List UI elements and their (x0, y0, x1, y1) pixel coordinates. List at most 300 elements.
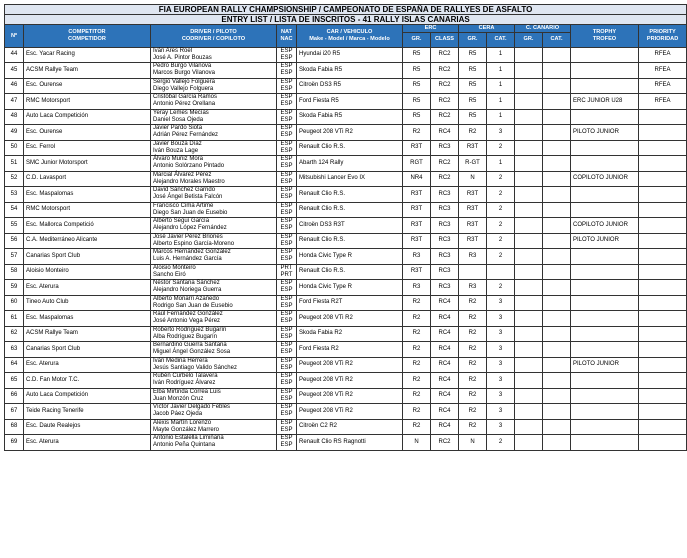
cera-category-cell: 3 (487, 404, 515, 420)
header-erc-class: CLASS (431, 32, 459, 47)
entry-number: 62 (5, 326, 24, 342)
trophy-cell (571, 388, 639, 404)
title-row-1 (5, 5, 687, 15)
nat1-line: ESP (280, 311, 293, 318)
nat1-line: ESP (280, 156, 293, 163)
nat1-line: PRT (280, 264, 293, 271)
nationality-cell (277, 404, 297, 420)
cera-group-cell: R2 (459, 326, 487, 342)
trophy-cell (571, 264, 639, 280)
erc-group-cell: R5 (403, 63, 431, 79)
trophy-cell (571, 404, 639, 420)
driver-line: Iván Ares Roel (153, 47, 193, 54)
entry-number: 51 (5, 156, 24, 172)
codriver-line: Alejandro Morales Maestro (153, 178, 225, 185)
canario-group-cell (515, 295, 543, 311)
erc-group-cell: R2 (403, 357, 431, 373)
nat1-line: ESP (280, 404, 293, 411)
priority-cell: RFEA (639, 47, 687, 63)
car-cell: Peugeot 208 VTi R2 (297, 373, 403, 389)
canario-category-cell (543, 63, 571, 79)
erc-class-cell: RC4 (431, 295, 459, 311)
priority-cell (639, 218, 687, 234)
nationality-cell (277, 156, 297, 172)
car-cell: Hyundai i20 R5 (297, 47, 403, 63)
cera-category-cell: 2 (487, 187, 515, 203)
cera-group-cell (459, 264, 487, 280)
nat2-line: ESP (280, 240, 293, 247)
nat1-line: ESP (280, 373, 293, 380)
cera-category-cell: 3 (487, 326, 515, 342)
nat2-line: ESP (280, 349, 293, 356)
table-row (5, 280, 687, 296)
title-row-2 (5, 15, 687, 25)
cera-category-cell: 2 (487, 233, 515, 249)
crew-cell (151, 311, 277, 327)
entry-number: 67 (5, 404, 24, 420)
erc-group-cell: R2 (403, 388, 431, 404)
priority-cell (639, 109, 687, 125)
codriver-line: Diego Vallejo Folguera (153, 85, 214, 92)
driver-line: Iván Medina Herrera (153, 357, 208, 364)
codriver-line: Iván Bouza Lage (153, 147, 199, 154)
crew-cell (151, 78, 277, 94)
nationality-cell (277, 357, 297, 373)
nationality-cell (277, 388, 297, 404)
header-priority-en: PRIORITY (649, 29, 676, 36)
car-cell: Honda Civic Type R (297, 249, 403, 265)
canario-group-cell (515, 373, 543, 389)
nationality-cell (277, 140, 297, 156)
erc-class-cell: RC4 (431, 357, 459, 373)
nat2-line: ESP (280, 101, 293, 108)
codriver-line: Marcos Burgo Vilanova (153, 70, 215, 77)
entry-number: 50 (5, 140, 24, 156)
trophy-cell: PILOTO JUNIOR (571, 125, 639, 141)
header-erc: ERC (403, 25, 459, 33)
competitor-cell: Aloisio Monteiro (24, 264, 151, 280)
priority-cell: RFEA (639, 94, 687, 110)
competitor-cell: Esc. Mallorca Competició (24, 218, 151, 234)
priority-cell (639, 326, 687, 342)
header-nat (277, 25, 297, 48)
codriver-line: Adrián Pérez Fernández (153, 132, 219, 139)
canario-category-cell (543, 187, 571, 203)
erc-class-cell: RC3 (431, 140, 459, 156)
canario-category-cell (543, 342, 571, 358)
entry-number: 53 (5, 187, 24, 203)
canario-group-cell (515, 357, 543, 373)
erc-class-cell: RC3 (431, 280, 459, 296)
competitor-cell: Esc. Yacar Racing (24, 47, 151, 63)
driver-line: Javier Bouza Díaz (153, 140, 202, 147)
header-driver-line2: CODRIVER / COPILOTO (181, 35, 246, 42)
competitor-cell: RMC Motorsport (24, 202, 151, 218)
driver-line: Aloisio Monteiro (153, 264, 196, 271)
nat2-line: PRT (280, 271, 293, 278)
erc-class-cell: RC4 (431, 125, 459, 141)
table-row (5, 47, 687, 63)
car-cell: Peugeot 208 VTi R2 (297, 404, 403, 420)
crew-cell (151, 218, 277, 234)
cera-category-cell: 1 (487, 63, 515, 79)
priority-cell (639, 404, 687, 420)
nat2-line: ESP (280, 442, 293, 449)
competitor-cell: ACSM Rallye Team (24, 63, 151, 79)
priority-cell (639, 156, 687, 172)
canario-category-cell (543, 311, 571, 327)
priority-cell (639, 264, 687, 280)
car-cell: Renault Clio R.S. (297, 202, 403, 218)
cera-group-cell: R5 (459, 94, 487, 110)
cera-category-cell: 1 (487, 78, 515, 94)
nat1-line: ESP (280, 280, 293, 287)
canario-group-cell (515, 156, 543, 172)
trophy-cell (571, 295, 639, 311)
nat2-line: ESP (280, 116, 293, 123)
entry-list-table (4, 4, 687, 451)
driver-line: Alberto Monarri Azañedo (153, 295, 220, 302)
nat1-line: ESP (280, 63, 293, 70)
header-car-line1: CAR / VEHICULO (326, 29, 373, 36)
trophy-cell (571, 373, 639, 389)
car-cell: Ford Fiesta R2 (297, 342, 403, 358)
trophy-cell (571, 249, 639, 265)
table-row (5, 435, 687, 451)
header-competitor-en: COMPETITOR (68, 29, 106, 36)
car-cell: Renault Clio R.S. (297, 233, 403, 249)
erc-group-cell: R3T (403, 202, 431, 218)
crew-cell (151, 404, 277, 420)
document-title: FIA EUROPEAN RALLY CHAMPSIONSHIP / CAMPEONATO DE ESPAÑA DE RALLYES DE ASFALTO (5, 5, 687, 15)
cera-group-cell: R3T (459, 140, 487, 156)
entry-number: 44 (5, 47, 24, 63)
nationality-cell (277, 171, 297, 187)
codriver-line: Miguel Ángel González Sosa (153, 349, 231, 356)
cera-group-cell: R3T (459, 218, 487, 234)
codriver-line: Alba Rodríguez Bugarín (153, 333, 218, 340)
nationality-cell (277, 419, 297, 435)
crew-cell (151, 109, 277, 125)
header-cera-gr: GR. (459, 32, 487, 47)
entry-number: 56 (5, 233, 24, 249)
codriver-line: Alejandro López Fernández (153, 225, 227, 232)
header-canario: C. CANARIO (515, 25, 571, 33)
erc-group-cell: R2 (403, 404, 431, 420)
codriver-line: Alberto Espino García-Moreno (153, 240, 235, 247)
trophy-cell (571, 156, 639, 172)
driver-line: Francisco Cima Artime (153, 202, 214, 209)
car-cell: Renault Clio R.S. (297, 187, 403, 203)
nat2-line: ESP (280, 364, 293, 371)
nationality-cell (277, 373, 297, 389)
cera-category-cell: 2 (487, 202, 515, 218)
header-nat-en: NAT (280, 29, 293, 36)
table-row (5, 373, 687, 389)
trophy-cell (571, 140, 639, 156)
erc-class-cell: RC2 (431, 109, 459, 125)
cera-category-cell: 1 (487, 156, 515, 172)
header-driver (151, 25, 277, 48)
header-row (5, 25, 687, 33)
cera-group-cell: R2 (459, 125, 487, 141)
table-row (5, 94, 687, 110)
nationality-cell (277, 125, 297, 141)
cera-group-cell: N (459, 171, 487, 187)
canario-group-cell (515, 342, 543, 358)
nat1-line: ESP (280, 94, 293, 101)
canario-group-cell (515, 202, 543, 218)
table-row (5, 140, 687, 156)
cera-group-cell: R2 (459, 419, 487, 435)
codriver-line: Sancho Eiró (153, 271, 186, 278)
codriver-line: Daniel Sosa Ojeda (153, 116, 204, 123)
cera-group-cell: R2 (459, 388, 487, 404)
trophy-cell (571, 326, 639, 342)
codriver-line: Rodrigo San Juan de Eusebio (153, 302, 233, 309)
trophy-cell (571, 63, 639, 79)
nat1-line: ESP (280, 187, 293, 194)
canario-group-cell (515, 249, 543, 265)
codriver-line: Antonio Pérez Orellana (153, 101, 216, 108)
nationality-cell (277, 342, 297, 358)
table-row (5, 326, 687, 342)
competitor-cell: Esc. Aterura (24, 435, 151, 451)
erc-group-cell: R5 (403, 78, 431, 94)
car-cell: Citroën DS3 R3T (297, 218, 403, 234)
cera-group-cell: R5 (459, 63, 487, 79)
entry-number: 59 (5, 280, 24, 296)
canario-category-cell (543, 47, 571, 63)
cera-category-cell: 3 (487, 388, 515, 404)
nat1-line: ESP (280, 435, 293, 442)
table-row (5, 419, 687, 435)
car-cell: Peugeot 208 VTi R2 (297, 311, 403, 327)
canario-category-cell (543, 264, 571, 280)
trophy-cell (571, 311, 639, 327)
codriver-line: Diego San Juan de Eusebio (153, 209, 228, 216)
car-cell: Renault Clio RS Ragnotti (297, 435, 403, 451)
cera-category-cell: 3 (487, 125, 515, 141)
driver-line: Alberto Seguí García (153, 218, 210, 225)
car-cell: Peugeot 208 VTi R2 (297, 125, 403, 141)
crew-cell (151, 419, 277, 435)
nat2-line: ESP (280, 209, 293, 216)
car-cell: Mitsubishi Lancer Evo IX (297, 171, 403, 187)
competitor-cell: C.D. Lavasport (24, 171, 151, 187)
crew-cell (151, 435, 277, 451)
canario-category-cell (543, 326, 571, 342)
priority-cell (639, 280, 687, 296)
crew-cell (151, 156, 277, 172)
canario-category-cell (543, 280, 571, 296)
canario-category-cell (543, 202, 571, 218)
nat2-line: ESP (280, 163, 293, 170)
crew-cell (151, 280, 277, 296)
competitor-cell: Esc. Aterura (24, 357, 151, 373)
entry-number: 55 (5, 218, 24, 234)
canario-group-cell (515, 125, 543, 141)
table-row (5, 404, 687, 420)
entry-number: 58 (5, 264, 24, 280)
crew-cell (151, 373, 277, 389)
canario-category-cell (543, 404, 571, 420)
cera-group-cell: R3T (459, 187, 487, 203)
erc-group-cell: RGT (403, 156, 431, 172)
erc-group-cell: NR4 (403, 171, 431, 187)
competitor-cell: Canarias Sport Club (24, 342, 151, 358)
driver-line: Sergio Vallejo Folguera (153, 78, 215, 85)
cera-category-cell: 1 (487, 94, 515, 110)
cera-category-cell: 3 (487, 295, 515, 311)
nat2-line: ESP (280, 302, 293, 309)
canario-group-cell (515, 47, 543, 63)
trophy-cell (571, 202, 639, 218)
driver-line: Roberto Rodríguez Bugarín (153, 326, 227, 333)
table-row (5, 388, 687, 404)
nat2-line: ESP (280, 132, 293, 139)
driver-line: Marcos Hernández González (153, 249, 231, 256)
canario-group-cell (515, 419, 543, 435)
erc-class-cell: RC3 (431, 187, 459, 203)
erc-group-cell: R3 (403, 280, 431, 296)
cera-group-cell: R2 (459, 373, 487, 389)
cera-category-cell: 2 (487, 280, 515, 296)
driver-line: Javier Pardo Siota (153, 125, 203, 132)
competitor-cell: Esc. Ferrol (24, 140, 151, 156)
entry-number: 46 (5, 78, 24, 94)
canario-category-cell (543, 140, 571, 156)
competitor-cell: Canarias Sport Club (24, 249, 151, 265)
erc-group-cell: R3 (403, 249, 431, 265)
trophy-cell (571, 419, 639, 435)
table-row (5, 311, 687, 327)
trophy-cell: PILOTO JUNIOR (571, 233, 639, 249)
priority-cell (639, 171, 687, 187)
nationality-cell (277, 187, 297, 203)
cera-group-cell: R-GT (459, 156, 487, 172)
canario-group-cell (515, 404, 543, 420)
cera-category-cell: 3 (487, 357, 515, 373)
cera-group-cell: R5 (459, 109, 487, 125)
canario-group-cell (515, 218, 543, 234)
competitor-cell: RMC Motorsport (24, 94, 151, 110)
crew-cell (151, 47, 277, 63)
car-cell: Ford Fiesta R2T (297, 295, 403, 311)
header-no: Nº (5, 25, 24, 48)
erc-group-cell: R2 (403, 125, 431, 141)
nat1-line: ESP (280, 109, 293, 116)
header-canario-gr: GR. (515, 32, 543, 47)
trophy-cell (571, 47, 639, 63)
driver-line: Álvaro Muñiz Mora (153, 156, 204, 163)
canario-category-cell (543, 388, 571, 404)
nationality-cell (277, 63, 297, 79)
driver-line: Elba Mirtinda Correa Luis (153, 388, 221, 395)
priority-cell (639, 140, 687, 156)
erc-class-cell: RC2 (431, 78, 459, 94)
entry-list-sheet (4, 4, 679, 451)
nat1-line: ESP (280, 249, 293, 256)
crew-cell (151, 388, 277, 404)
cera-category-cell (487, 264, 515, 280)
entry-number: 45 (5, 63, 24, 79)
header-nat-es: NAC (280, 35, 293, 42)
priority-cell (639, 249, 687, 265)
codriver-line: Jesús Santiago Valido Sánchez (153, 364, 237, 371)
cera-category-cell: 2 (487, 140, 515, 156)
header-competitor (24, 25, 151, 48)
nat2-line: ESP (280, 70, 293, 77)
canario-group-cell (515, 311, 543, 327)
table-row (5, 202, 687, 218)
nationality-cell (277, 295, 297, 311)
cera-group-cell: R2 (459, 404, 487, 420)
nationality-cell (277, 233, 297, 249)
nationality-cell (277, 202, 297, 218)
driver-line: Rubén Curbelo Talavera (153, 373, 218, 380)
cera-category-cell: 1 (487, 47, 515, 63)
erc-group-cell: R2 (403, 419, 431, 435)
cera-group-cell: R3T (459, 233, 487, 249)
car-cell: Honda Civic Type R (297, 280, 403, 296)
canario-category-cell (543, 94, 571, 110)
entry-number: 48 (5, 109, 24, 125)
nat1-line: ESP (280, 388, 293, 395)
erc-class-cell: RC4 (431, 404, 459, 420)
priority-cell (639, 435, 687, 451)
cera-group-cell: R3T (459, 202, 487, 218)
crew-cell (151, 264, 277, 280)
codriver-line: Antonio Peña Quintana (153, 442, 216, 449)
canario-group-cell (515, 233, 543, 249)
cera-category-cell: 3 (487, 311, 515, 327)
canario-group-cell (515, 94, 543, 110)
car-cell: Citroën C2 R2 (297, 419, 403, 435)
canario-category-cell (543, 78, 571, 94)
codriver-line: Jacob Páez Ojeda (153, 411, 203, 418)
header-priority (639, 25, 687, 48)
table-row (5, 171, 687, 187)
crew-cell (151, 233, 277, 249)
competitor-cell: ACSM Rallye Team (24, 326, 151, 342)
canario-group-cell (515, 78, 543, 94)
entry-number: 49 (5, 125, 24, 141)
erc-class-cell: RC4 (431, 419, 459, 435)
codriver-line: José Antonio Vega Pérez (153, 318, 221, 325)
nat1-line: ESP (280, 125, 293, 132)
canario-category-cell (543, 218, 571, 234)
priority-cell: RFEA (639, 63, 687, 79)
priority-cell (639, 373, 687, 389)
priority-cell (639, 125, 687, 141)
nat2-line: ESP (280, 54, 293, 61)
entry-rows (5, 47, 687, 450)
driver-line: José Javier Pérez Briones (153, 233, 223, 240)
cera-group-cell: R3 (459, 249, 487, 265)
table-row (5, 342, 687, 358)
priority-cell: RFEA (639, 78, 687, 94)
competitor-cell: Teide Racing Tenerife (24, 404, 151, 420)
erc-group-cell: R3T (403, 187, 431, 203)
nat2-line: ESP (280, 426, 293, 433)
nationality-cell (277, 109, 297, 125)
nat2-line: ESP (280, 256, 293, 263)
nationality-cell (277, 94, 297, 110)
competitor-cell: Esc. Maspalomas (24, 187, 151, 203)
priority-cell (639, 187, 687, 203)
driver-line: Marcial Álvarez Pérez (153, 171, 212, 178)
